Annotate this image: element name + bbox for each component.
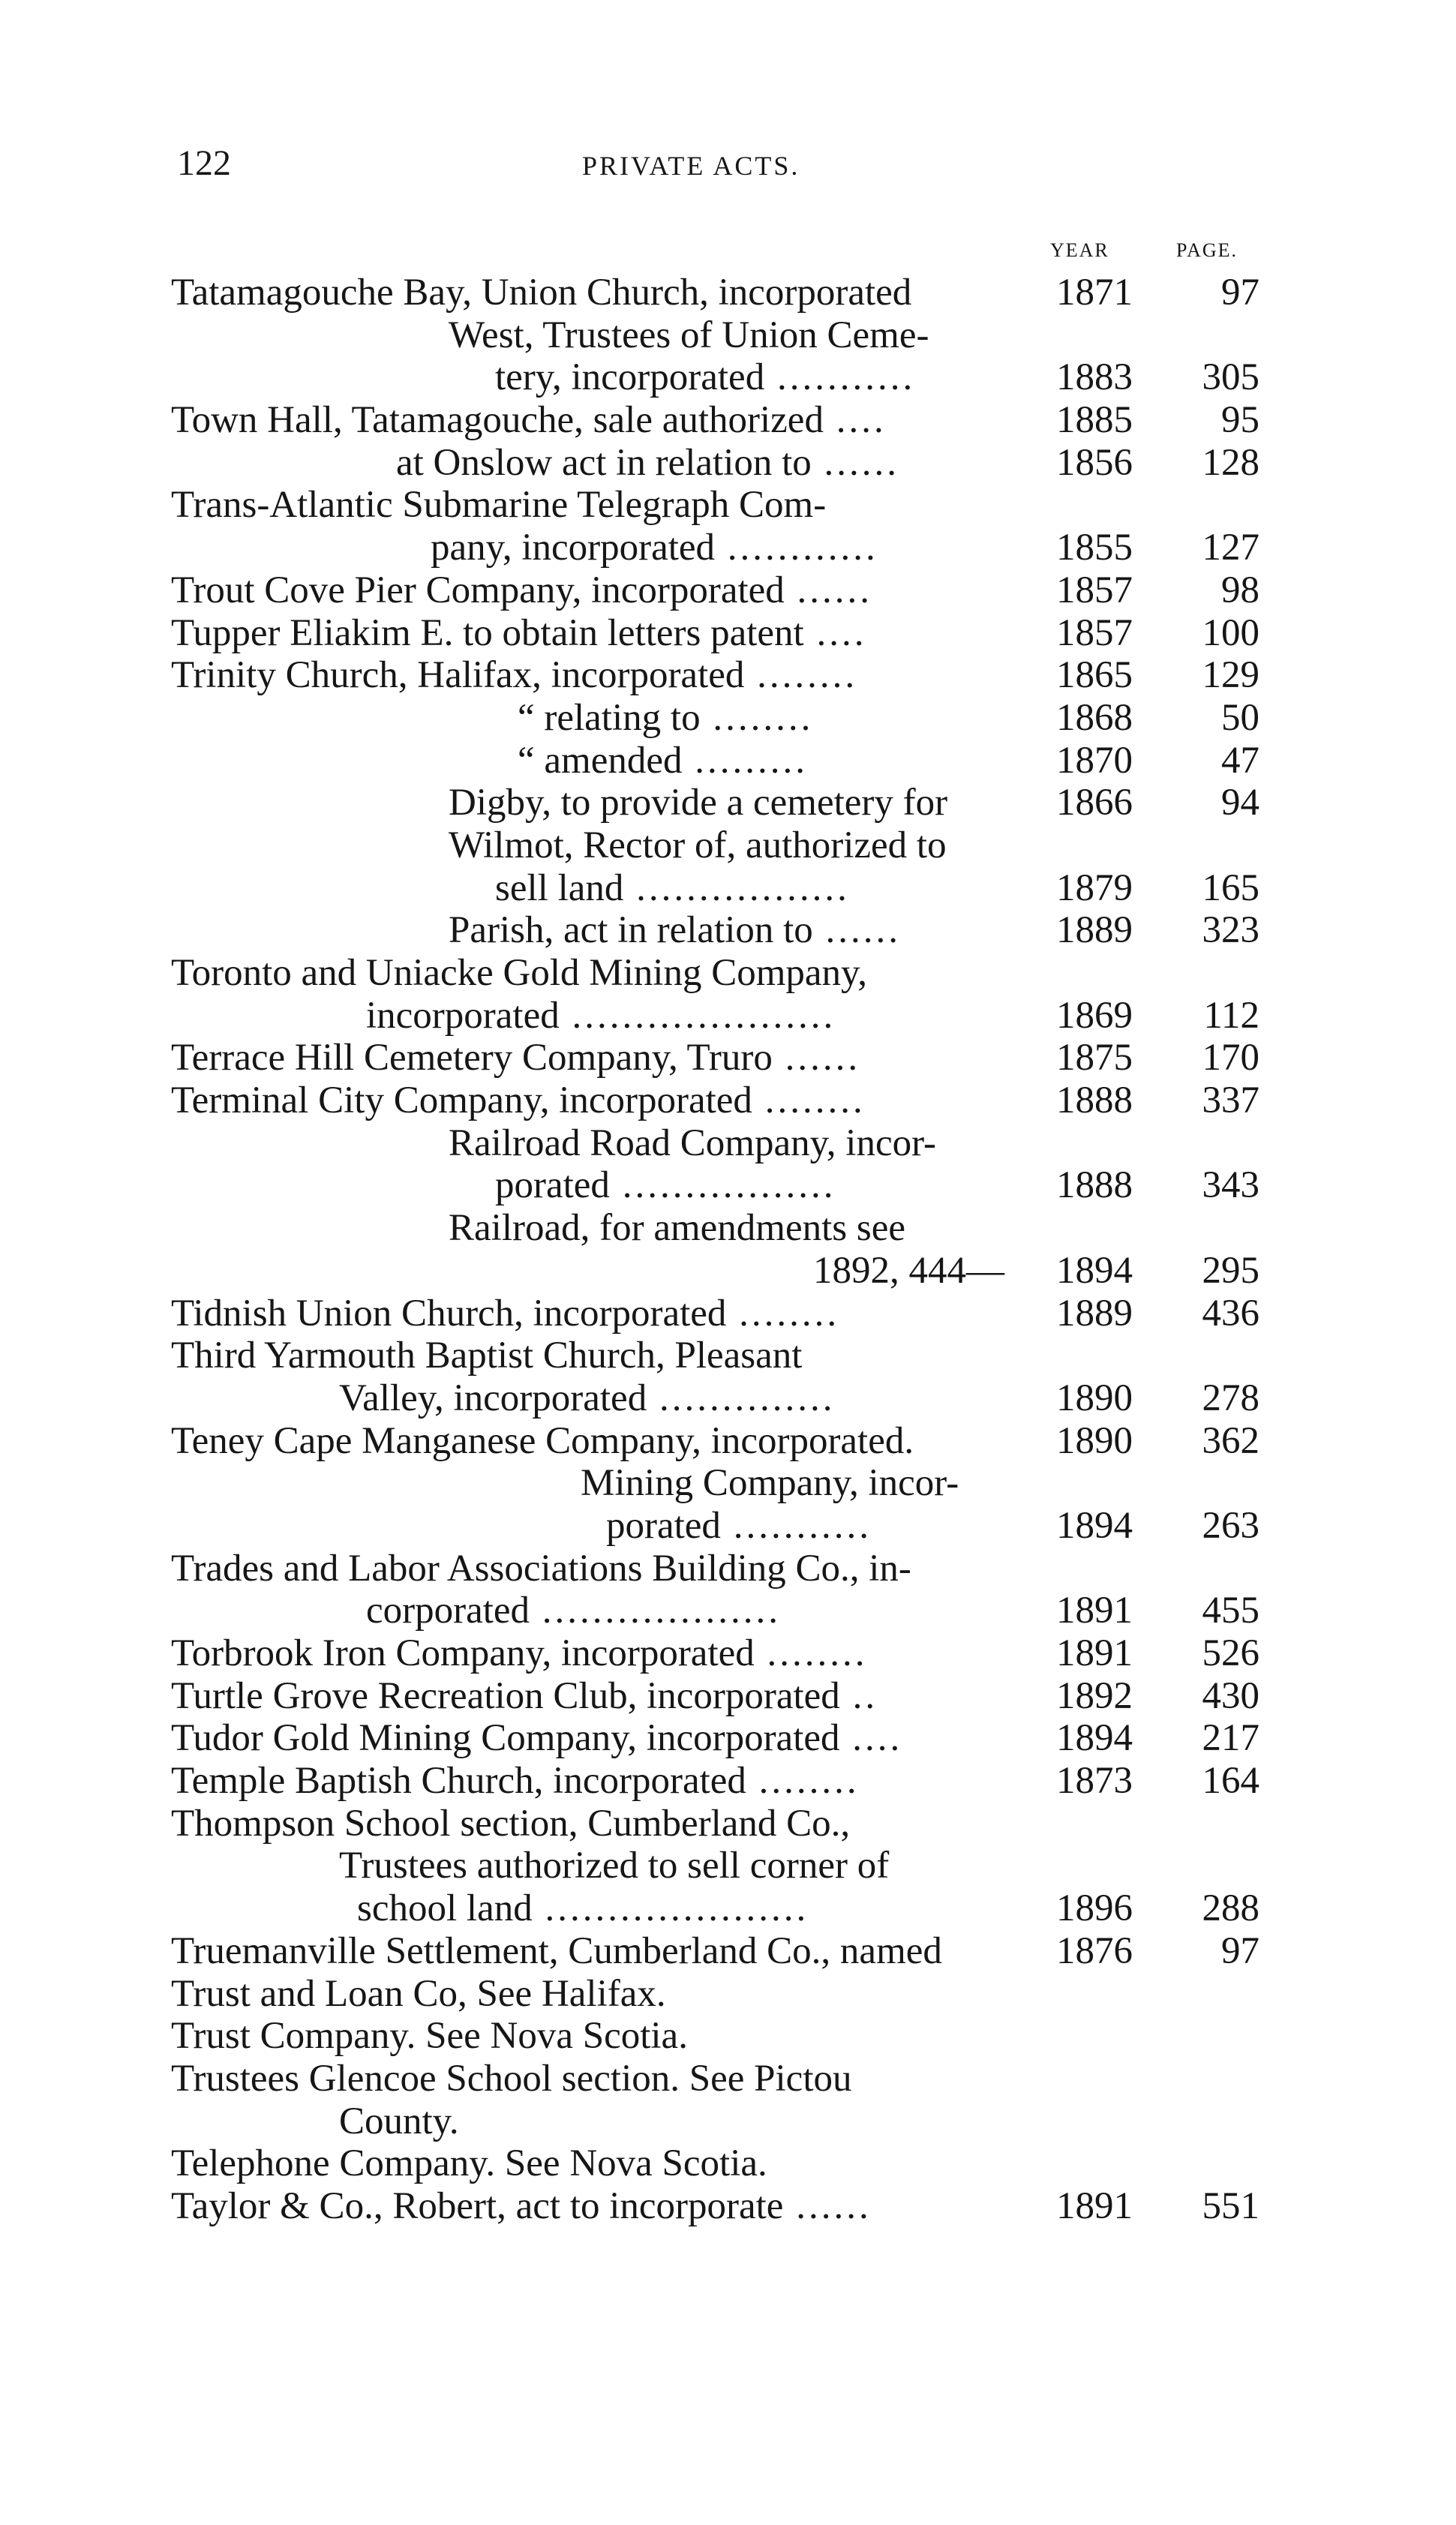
entry-text-group [171,1760,860,1802]
index-entry [0,1079,1456,1122]
entry-page: 164 [1202,1760,1259,1803]
entry-page: 263 [1202,1504,1259,1547]
entry-text-group [171,1675,878,1717]
entry-text-group [431,527,878,569]
index-entry [0,2185,1456,2228]
entry-year: 1873 [1056,1760,1133,1803]
entry-year: 1889 [1056,1292,1133,1335]
leader-dots: ................... [530,1590,782,1632]
index-entry [0,867,1456,910]
entry-text: Tidnish Union Church, incorporated [171,1292,727,1335]
entry-text: tery, incorporated [495,356,765,399]
index-entry [0,356,1456,399]
entry-text: “ amended [518,739,683,782]
index-entry [0,824,1456,867]
entry-text: Trans-Atlantic Submarine Telegraph Com- [171,484,827,527]
entry-year: 1879 [1056,866,1133,909]
entry-page: 47 [1221,739,1259,782]
entry-text: Mining Company, incor- [581,1462,959,1505]
index-entry [0,484,1456,527]
leader-dots: ......... [682,739,808,782]
entry-page: 305 [1202,356,1259,399]
index-entry [0,399,1456,442]
entry-page: 436 [1202,1292,1259,1335]
index-entry [0,1164,1456,1207]
entry-page: 337 [1202,1079,1259,1122]
index-entry [0,1548,1456,1590]
entry-text: 1892, 444— [813,1249,1004,1292]
entry-text: Railroad Road Company, incor- [449,1121,937,1164]
entry-text-group [171,2185,872,2227]
leader-dots: ..................... [559,994,836,1037]
entry-page: 288 [1202,1887,1259,1930]
entry-text: Wilmot, Rector of, authorized to [449,824,947,866]
index-entry [0,952,1456,995]
entry-year: 1891 [1056,2184,1133,2227]
entry-text: West, Trustees of Union Ceme- [449,314,929,356]
entry-text-group [813,1250,1004,1292]
index-entry [0,1250,1456,1293]
page-column-heading: PAGE. [1176,239,1238,261]
entry-text: Parish, act in relation to [449,909,813,952]
leader-dots: ..................... [532,1887,809,1930]
entry-text: sell land [495,866,624,909]
entry-page: 455 [1202,1590,1259,1632]
leader-dots: ...... [812,909,902,952]
index-entry [0,1377,1456,1420]
entry-text: Terminal City Company, incorporated [171,1079,752,1122]
index-entry [0,1420,1456,1463]
entry-text: porated [495,1164,610,1207]
entry-text-group [339,1377,835,1419]
entry-year: 1892 [1056,1674,1133,1717]
leader-dots: .. [839,1674,878,1717]
index-entry [0,527,1456,569]
index-entry [0,740,1456,782]
index-entry [0,1335,1456,1377]
entry-year: 1894 [1056,1249,1133,1292]
index-entry [0,995,1456,1037]
index-entry [0,909,1456,952]
entry-page: 97 [1221,1929,1259,1972]
entry-page: 128 [1202,441,1259,484]
entry-year: 1890 [1056,1419,1133,1462]
entry-page: 343 [1202,1164,1259,1207]
entry-text: Truemanville Settlement, Cumberland Co., named [171,1929,942,1972]
entry-text: Trinity Church, Halifax, incorporated [171,654,745,697]
entry-text: at Onslow act in relation to [396,441,812,484]
entry-page: 112 [1203,994,1259,1037]
entry-page: 50 [1221,696,1259,739]
entry-text: school land [357,1887,533,1930]
entry-text: “ relating to [518,696,701,739]
running-title: PRIVATE ACTS. [582,151,800,181]
entry-text: Toronto and Uniacke Gold Mining Company, [171,952,867,994]
leader-dots: ........ [700,696,814,739]
entry-text-group [366,1590,781,1632]
entry-text: Valley, incorporated [339,1377,647,1419]
entry-text: Railroad, for amendments see [449,1207,905,1250]
entry-page: 551 [1202,2184,1259,2227]
page-number: 122 [177,143,231,183]
entry-text: Thompson School section, Cumberland Co., [171,1802,851,1845]
index-entry [0,2100,1456,2143]
entry-text-group [606,1505,872,1547]
index-entry [0,1122,1456,1165]
leader-dots: ...... [772,1037,861,1079]
entry-text-group [171,399,887,441]
index-entry [0,1590,1456,1632]
index-entry [0,1717,1456,1760]
entry-year: 1894 [1056,1717,1133,1760]
entry-text: Temple Baptish Church, incorporated [171,1760,746,1803]
index-entries [0,272,1456,2228]
index-entry [0,1845,1456,1887]
entry-text: Trades and Labor Associations Building Co., in- [171,1547,911,1590]
index-entry [0,2015,1456,2058]
entry-page: 430 [1202,1674,1259,1717]
entry-text-group [171,569,872,611]
index-entry [0,2058,1456,2100]
entry-year: 1890 [1056,1377,1133,1419]
entry-text: pany, incorporated [431,527,716,569]
year-column-heading: YEAR [1050,239,1109,261]
entry-year: 1868 [1056,696,1133,739]
leader-dots: ...... [811,441,900,484]
entry-year: 1855 [1056,527,1133,569]
entry-text: Third Yarmouth Baptist Church, Pleasant [171,1335,803,1377]
page-header [0,141,1456,194]
entry-year: 1871 [1056,272,1133,314]
index-entry [0,1973,1456,2016]
leader-dots: .............. [647,1377,836,1419]
entry-year: 1888 [1056,1164,1133,1207]
entry-year: 1869 [1056,994,1133,1037]
entry-text-group [171,1717,902,1759]
leader-dots: .... [803,611,867,654]
entry-year: 1857 [1056,611,1133,654]
entry-text-group [495,867,850,909]
entry-year: 1865 [1056,654,1133,697]
entry-page: 278 [1202,1377,1259,1419]
index-entry [0,1505,1456,1548]
entry-page: 100 [1202,611,1259,654]
leader-dots: ........ [726,1292,840,1335]
index-entry [0,1207,1456,1250]
entry-year: 1870 [1056,739,1133,782]
leader-dots: ...... [783,2184,872,2227]
entry-text-group [171,1293,839,1335]
entry-text-group [171,1037,860,1079]
index-entry [0,1930,1456,1973]
entry-year: 1891 [1056,1632,1133,1674]
entry-text: Trust and Loan Co, See Halifax. [171,1972,666,2015]
entry-page: 362 [1202,1419,1259,1462]
entry-text-group [171,1079,866,1121]
index-entry [0,314,1456,357]
entry-page: 217 [1202,1717,1259,1760]
entry-text: Tupper Eliakim E. to obtain letters patent [171,611,804,654]
entry-text: Teney Cape Manganese Company, incorporated. [171,1419,914,1462]
entry-year: 1889 [1056,909,1133,952]
index-entry [0,1037,1456,1079]
index-entry [0,782,1456,824]
entry-text-group [396,442,899,484]
entry-text: incorporated [366,994,560,1037]
entry-text-group [171,654,857,696]
index-entry [0,1887,1456,1930]
index-entry [0,612,1456,655]
entry-text: Town Hall, Tatamagouche, sale authorized [171,399,824,442]
entry-text: Trustees Glencoe School section. See Pictou [171,2057,852,2100]
entry-text-group [495,1164,836,1206]
leader-dots: .... [839,1717,903,1760]
entry-page: 295 [1202,1249,1259,1292]
index-entry [0,1293,1456,1335]
entry-year: 1885 [1056,399,1133,442]
index-entry [0,1462,1456,1505]
entry-text: Terrace Hill Cemetery Company, Truro [171,1037,773,1079]
entry-text: Trust Company. See Nova Scotia. [171,2015,688,2058]
entry-text: Tudor Gold Mining Company, incorporated [171,1717,840,1760]
leader-dots: .... [823,399,887,442]
entry-text-group [518,740,808,782]
entry-year: 1896 [1056,1887,1133,1930]
entry-text: Telephone Company. See Nova Scotia. [171,2142,767,2185]
entry-text-group [171,1632,868,1674]
entry-page: 95 [1221,399,1259,442]
entry-text: County. [339,2100,459,2142]
leader-dots: ................. [609,1164,836,1207]
entry-text: corporated [366,1590,530,1632]
index-entry [0,272,1456,314]
entry-page: 170 [1202,1037,1259,1079]
index-entry [0,1632,1456,1675]
entry-text-group [357,1887,809,1929]
entry-page: 526 [1202,1632,1259,1674]
entry-text-group [171,612,866,654]
leader-dots: ........... [720,1504,872,1547]
entry-year: 1891 [1056,1590,1133,1632]
index-entry [0,569,1456,612]
entry-year: 1883 [1056,356,1133,399]
leader-dots: ........ [754,1632,868,1674]
entry-text-group [495,356,915,398]
entry-year: 1856 [1056,441,1133,484]
entry-text: Tatamagouche Bay, Union Church, incorporated [171,272,912,314]
entry-text: Trout Cove Pier Company, incorporated [171,569,785,611]
index-entry [0,697,1456,740]
entry-page: 129 [1202,654,1259,697]
entry-text: Turtle Grove Recreation Club, incorporated [171,1674,840,1717]
leader-dots: ........ [752,1079,866,1122]
entry-text: Trustees authorized to sell corner of [339,1845,890,1887]
leader-dots: ........ [744,654,858,697]
entry-year: 1888 [1056,1079,1133,1122]
entry-page: 127 [1202,527,1259,569]
leader-dots: ........... [764,356,916,399]
entry-text: Taylor & Co., Robert, act to incorporate [171,2184,784,2227]
entry-year: 1876 [1056,1929,1133,1972]
entry-year: 1875 [1056,1037,1133,1079]
entry-page: 165 [1202,866,1259,909]
leader-dots: ...... [784,569,873,611]
entry-year: 1866 [1056,782,1133,824]
index-entry [0,442,1456,485]
index-entry [0,2142,1456,2185]
entry-year: 1857 [1056,569,1133,611]
leader-dots: ............ [715,527,878,569]
entry-year: 1894 [1056,1504,1133,1547]
entry-text-group [449,909,901,951]
entry-text-group [366,995,836,1037]
entry-page: 98 [1221,569,1259,611]
entry-page: 323 [1202,909,1259,952]
entry-text-group [518,697,813,739]
index-entry [0,654,1456,697]
index-entry [0,1675,1456,1718]
leader-dots: ................. [623,866,850,909]
index-entry [0,1803,1456,1845]
entry-text: Torbrook Iron Company, incorporated [171,1632,755,1674]
entry-page: 97 [1221,272,1259,314]
entry-text: Digby, to provide a cemetery for [449,782,948,824]
entry-text: porated [606,1504,721,1547]
index-entry [0,1760,1456,1803]
entry-page: 94 [1221,782,1259,824]
leader-dots: ........ [746,1760,860,1803]
